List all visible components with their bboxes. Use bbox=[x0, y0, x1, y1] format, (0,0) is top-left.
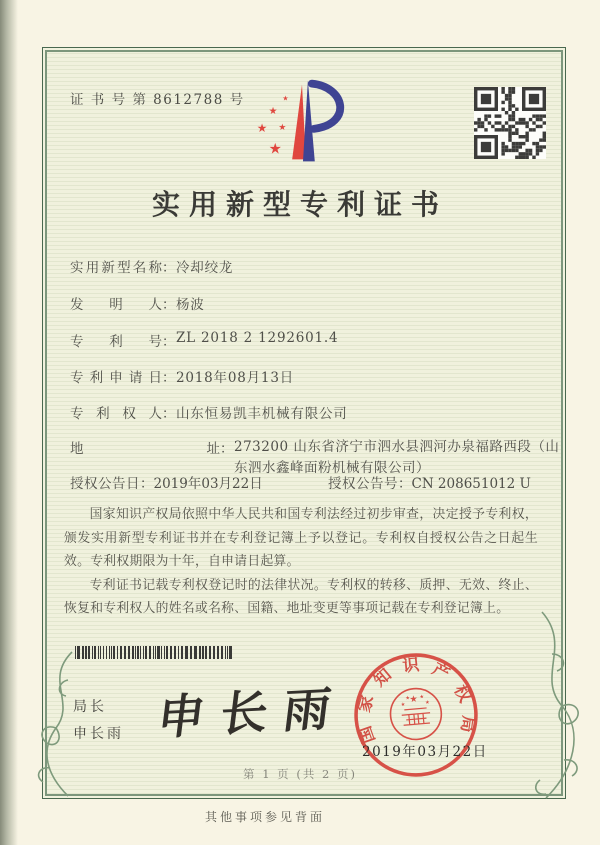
svg-text:★: ★ bbox=[409, 694, 419, 706]
cnipa-logo-icon bbox=[243, 70, 361, 172]
field-value: 山东恒易凯丰机械有限公司 bbox=[176, 406, 348, 422]
field-grant-date bbox=[70, 472, 263, 492]
field-label: 实用新型名称 bbox=[70, 260, 162, 276]
director-label: 局长 bbox=[73, 699, 107, 715]
field-colon: ： bbox=[162, 334, 176, 350]
legal-text bbox=[64, 503, 538, 621]
field-colon: ： bbox=[162, 370, 176, 386]
field-value: 273200 山东省济宁市泗水县泗河办泉福路西段（山东泗水鑫峰面粉机械有限公司） bbox=[234, 439, 560, 476]
seal-date: 2019年03月22日 bbox=[362, 744, 488, 760]
svg-text:★: ★ bbox=[278, 122, 287, 133]
legal-paragraph-2: 专利证书记载专利权登记时的法律状况。专利权的转移、质押、无效、终止、恢复和专利权人的姓名或名称、国籍、地址变更等事项记载在专利登记簿上。 bbox=[64, 577, 538, 616]
svg-text:★: ★ bbox=[256, 120, 268, 135]
cnipa-seal-icon bbox=[347, 646, 486, 785]
field-patent-number bbox=[70, 330, 338, 350]
field-value: 冷却绞龙 bbox=[176, 260, 234, 276]
svg-text:★: ★ bbox=[424, 699, 430, 706]
field-value: ZL 2018 2 1292601.4 bbox=[176, 330, 339, 346]
field-colon: ： bbox=[398, 476, 412, 492]
field-label: 授权公告日 bbox=[70, 476, 140, 492]
certificate-title: 实用新型专利证书 bbox=[151, 188, 448, 221]
field-colon: ： bbox=[162, 406, 176, 422]
corner-flourish-icon bbox=[522, 610, 596, 800]
field-utility-model-name bbox=[70, 256, 233, 276]
seal-text: 国家知识产权局 bbox=[353, 654, 480, 747]
field-inventor bbox=[70, 293, 205, 313]
qr-code bbox=[474, 87, 546, 159]
field-application-date bbox=[70, 366, 294, 386]
legal-paragraph-1: 国家知识产权局依照中华人民共和国专利法经过初步审查，决定授予专利权，颁发实用新型专利证书并在专利登记簿上予以登记。专利权自授权公告之日起生效。专利权期限为十年，自申请日起算。 bbox=[64, 507, 538, 569]
corner-flourish-icon bbox=[22, 650, 80, 798]
svg-text:★: ★ bbox=[419, 693, 425, 701]
page-number: 第 1 页 (共 2 页) bbox=[243, 767, 357, 781]
field-label: 地址 bbox=[70, 441, 220, 457]
certificate-number: 证 书 号 第 8612788 号 bbox=[70, 92, 245, 108]
field-value: 2019年03月22日 bbox=[153, 476, 263, 492]
svg-text:★: ★ bbox=[405, 695, 411, 702]
field-colon: ： bbox=[162, 297, 176, 313]
field-colon: ： bbox=[162, 260, 176, 276]
director-signature: 申长雨 bbox=[154, 680, 350, 747]
svg-text:★: ★ bbox=[268, 106, 278, 118]
field-value: CN 208651012 U bbox=[411, 476, 531, 492]
svg-text:★: ★ bbox=[282, 94, 289, 103]
svg-text:★: ★ bbox=[268, 140, 282, 158]
field-value: 2018年08月13日 bbox=[176, 370, 295, 386]
director-name: 申长雨 bbox=[73, 726, 124, 742]
footer-note: 其他事项参见背面 bbox=[205, 810, 326, 824]
field-colon: ： bbox=[220, 441, 234, 457]
field-label: 发明人 bbox=[70, 297, 162, 313]
barcode bbox=[75, 646, 235, 659]
field-label: 专利申请日 bbox=[70, 370, 162, 386]
field-colon: ： bbox=[140, 476, 154, 492]
field-label: 专利号 bbox=[70, 334, 162, 350]
field-value: 杨波 bbox=[176, 297, 205, 313]
field-patentee bbox=[70, 402, 348, 422]
field-label: 专利权人 bbox=[70, 406, 162, 422]
director-block bbox=[73, 694, 124, 748]
svg-text:★: ★ bbox=[400, 701, 406, 709]
field-grant-number bbox=[328, 472, 531, 492]
field-label: 授权公告号 bbox=[328, 476, 398, 492]
